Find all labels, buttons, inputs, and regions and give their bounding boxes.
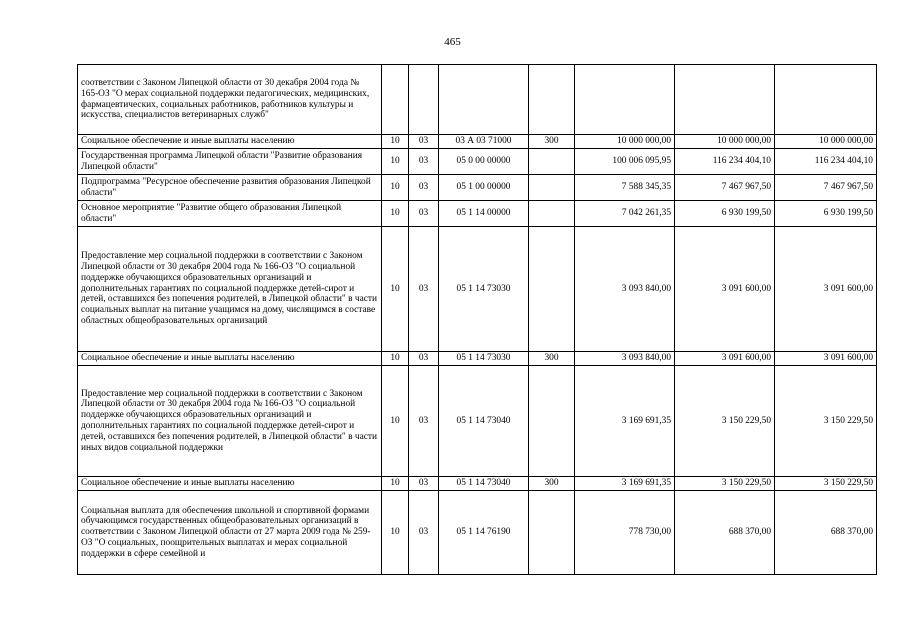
amount-year-2: 10 000 000,00 (675, 135, 775, 149)
row-description: Подпрограмма "Ресурсное обеспечение развития образования Липецкой области" (78, 175, 382, 201)
amount-year-2: 116 234 404,10 (675, 149, 775, 175)
amount-year-3: 6 930 199,50 (775, 201, 877, 227)
amount-year-1: 7 042 261,35 (575, 201, 675, 227)
section-code: 10 (382, 352, 409, 366)
amount-year-2: 3 150 229,50 (675, 477, 775, 491)
amount-year-1: 100 006 095,95 (575, 149, 675, 175)
amount-year-1: 3 093 840,00 (575, 352, 675, 366)
row-description: Предоставление мер социальной поддержки в соответствии с Законом Липецкой области от 30 декабря 2004 года № 166-ОЗ "О социальной поддержке обучающихся образовательных организаций и дополнительных гарантиях по социальной поддержке детей-сирот и детей, оставшихся без попечения родителей, в Липецкой области" в части иных видов социальной поддержки (78, 366, 382, 477)
expense-type-code (529, 201, 575, 227)
table-row (78, 477, 877, 491)
section-code: 10 (382, 366, 409, 477)
table-row (78, 352, 877, 366)
expense-type-code (529, 366, 575, 477)
row-description: Социальная выплата для обеспечения школьной и спортивной формами обучающимся государственных общеобразовательных организаций в соответствии с Законом Липецкой области от 27 марта 2009 года № 259-ОЗ "О социальных, поощрительных выплатах и мерах социальной поддержки в сфере семейной и (78, 491, 382, 575)
page-number: 465 (444, 36, 461, 48)
row-description: Основное мероприятие "Развитие общего образования Липецкой области" (78, 201, 382, 227)
table-row (78, 175, 877, 201)
target-article-code: 05 1 14 73030 (439, 227, 529, 352)
subsection-code: 03 (409, 149, 439, 175)
expense-type-code: 300 (529, 135, 575, 149)
expense-type-code (529, 65, 575, 135)
expense-type-code (529, 491, 575, 575)
amount-year-2: 7 467 967,50 (675, 175, 775, 201)
subsection-code: 03 (409, 227, 439, 352)
subsection-code: 03 (409, 201, 439, 227)
section-code (382, 65, 409, 135)
target-article-code: 05 1 14 00000 (439, 201, 529, 227)
amount-year-2: 6 930 199,50 (675, 201, 775, 227)
amount-year-1: 3 169 691,35 (575, 366, 675, 477)
amount-year-3 (775, 65, 877, 135)
target-article-code (439, 65, 529, 135)
row-description: Социальное обеспечение и иные выплаты населению (78, 477, 382, 491)
subsection-code: 03 (409, 352, 439, 366)
amount-year-1: 10 000 000,00 (575, 135, 675, 149)
subsection-code (409, 65, 439, 135)
target-article-code: 05 1 14 76190 (439, 491, 529, 575)
section-code: 10 (382, 135, 409, 149)
subsection-code: 03 (409, 477, 439, 491)
amount-year-3: 10 000 000,00 (775, 135, 877, 149)
subsection-code: 03 (409, 366, 439, 477)
table-row (78, 491, 877, 575)
row-description: Социальное обеспечение и иные выплаты населению (78, 135, 382, 149)
table-row (78, 135, 877, 149)
table-row (78, 366, 877, 477)
row-description: соответствии с Законом Липецкой области от 30 декабря 2004 года № 165-ОЗ "О мерах социальной поддержки педагогических, медицинских, фармацевтических, социальных работников, работников культуры и искусства, специалистов ветеринарных служб" (78, 65, 382, 135)
target-article-code: 03 А 03 71000 (439, 135, 529, 149)
amount-year-2: 688 370,00 (675, 491, 775, 575)
section-code: 10 (382, 491, 409, 575)
subsection-code: 03 (409, 491, 439, 575)
target-article-code: 05 1 14 73030 (439, 352, 529, 366)
row-description: Государственная программа Липецкой области "Развитие образования Липецкой области" (78, 149, 382, 175)
amount-year-2: 3 091 600,00 (675, 352, 775, 366)
target-article-code: 05 1 00 00000 (439, 175, 529, 201)
expense-type-code: 300 (529, 352, 575, 366)
table-row (78, 201, 877, 227)
amount-year-3: 3 150 229,50 (775, 477, 877, 491)
amount-year-1: 778 730,00 (575, 491, 675, 575)
table-row (78, 149, 877, 175)
expense-type-code (529, 149, 575, 175)
subsection-code: 03 (409, 135, 439, 149)
section-code: 10 (382, 227, 409, 352)
amount-year-3: 3 091 600,00 (775, 352, 877, 366)
amount-year-1: 3 093 840,00 (575, 227, 675, 352)
subsection-code: 03 (409, 175, 439, 201)
amount-year-2: 3 091 600,00 (675, 227, 775, 352)
amount-year-3: 3 150 229,50 (775, 366, 877, 477)
row-description: Предоставление мер социальной поддержки в соответствии с Законом Липецкой области от 30 декабря 2004 года № 166-ОЗ "О социальной поддержке обучающихся образовательных организаций и дополнительных гарантиях по социальной поддержке детей-сирот и детей, оставшихся без попечения родителей, в Липецкой области" в части социальных выплат на питание учащимся на дому, числящимся в составе областных общеобразовательных организаций (78, 227, 382, 352)
expense-type-code (529, 175, 575, 201)
amount-year-3: 688 370,00 (775, 491, 877, 575)
amount-year-1 (575, 65, 675, 135)
target-article-code: 05 0 00 00000 (439, 149, 529, 175)
target-article-code: 05 1 14 73040 (439, 366, 529, 477)
table-row (78, 227, 877, 352)
section-code: 10 (382, 175, 409, 201)
section-code: 10 (382, 477, 409, 491)
budget-table (77, 64, 877, 575)
amount-year-3: 3 091 600,00 (775, 227, 877, 352)
amount-year-3: 7 467 967,50 (775, 175, 877, 201)
section-code: 10 (382, 201, 409, 227)
amount-year-2: 3 150 229,50 (675, 366, 775, 477)
amount-year-1: 3 169 691,35 (575, 477, 675, 491)
expense-type-code (529, 227, 575, 352)
expense-type-code: 300 (529, 477, 575, 491)
target-article-code: 05 1 14 73040 (439, 477, 529, 491)
row-description: Социальное обеспечение и иные выплаты населению (78, 352, 382, 366)
amount-year-3: 116 234 404,10 (775, 149, 877, 175)
amount-year-2 (675, 65, 775, 135)
amount-year-1: 7 588 345,35 (575, 175, 675, 201)
section-code: 10 (382, 149, 409, 175)
table-row (78, 65, 877, 135)
